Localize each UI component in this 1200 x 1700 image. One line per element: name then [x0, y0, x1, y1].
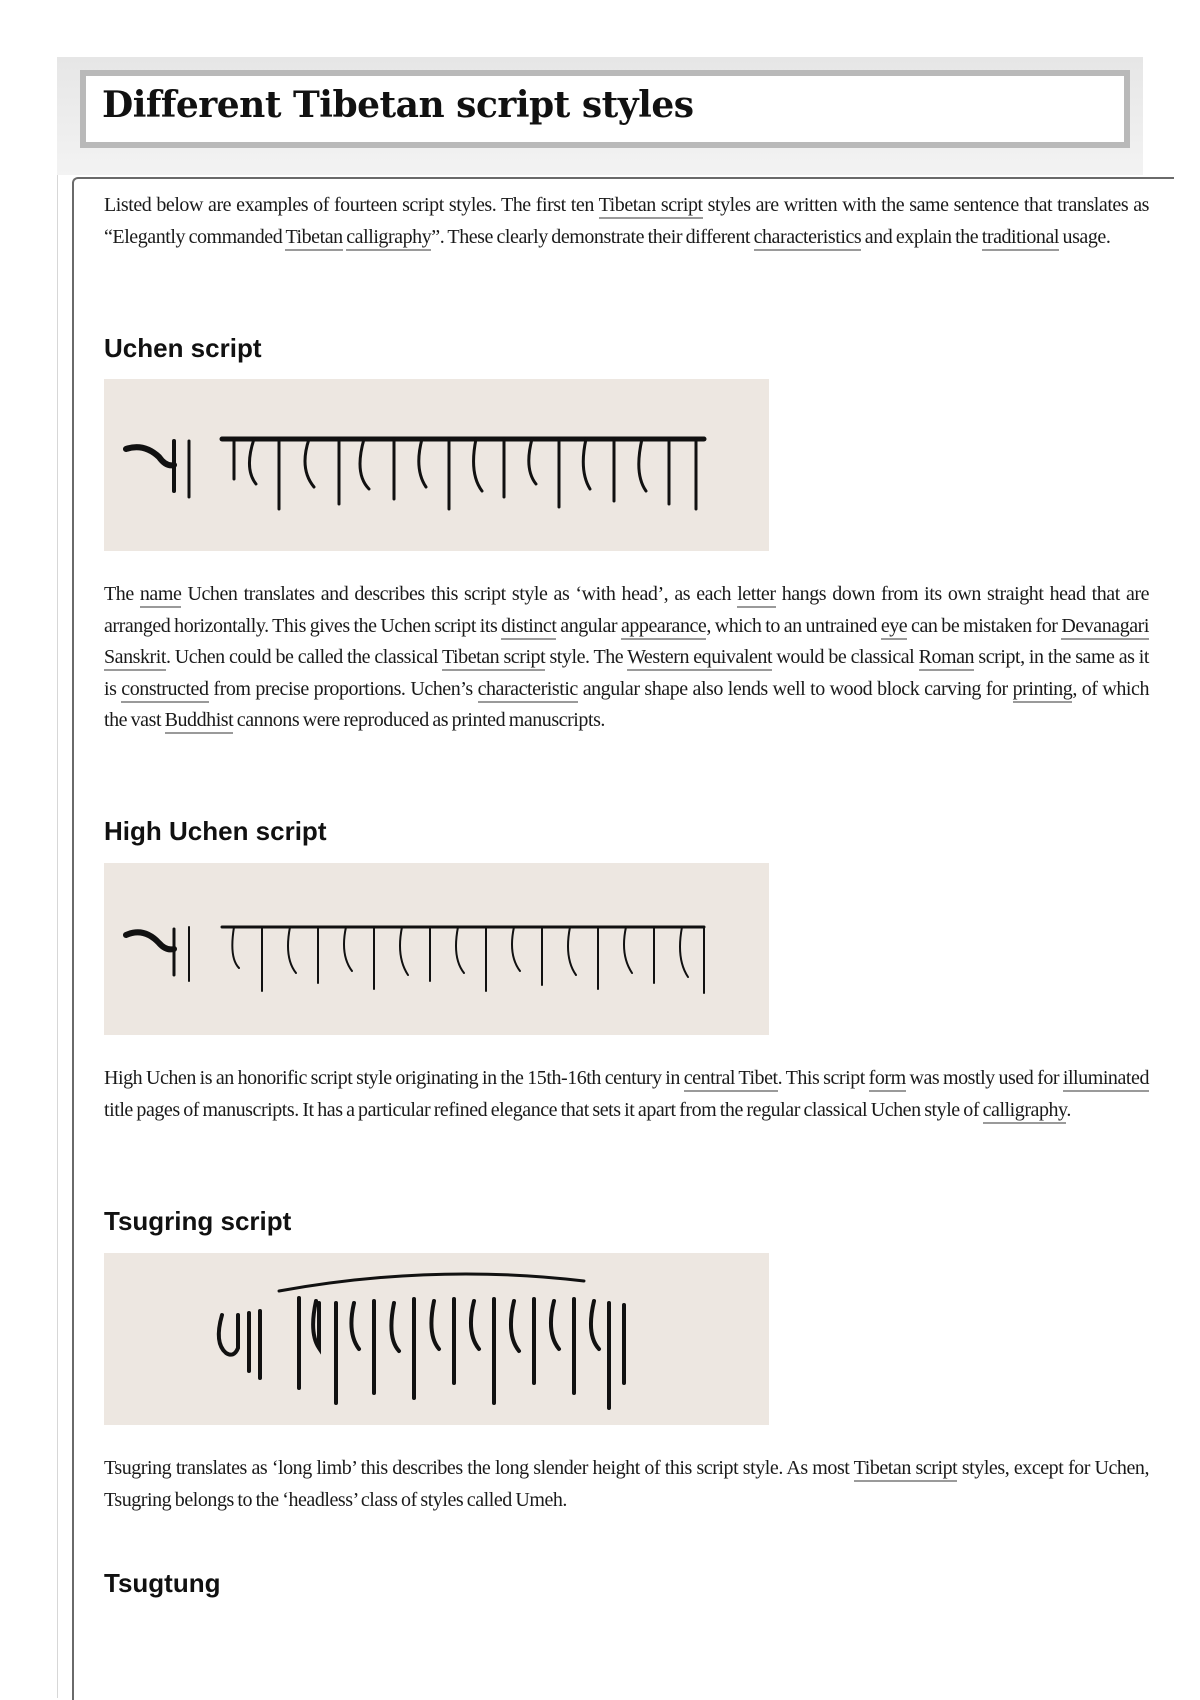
inline-link[interactable]: Sanskrit	[104, 646, 166, 671]
page-title: Different Tibetan script styles	[102, 84, 694, 126]
paragraph-text: and explain the	[861, 225, 982, 248]
paragraph-text: hangs down from its own straight head that are arranged horizontally. This gives the Uchen script its	[104, 583, 1150, 637]
inline-link[interactable]: Tibetan	[285, 226, 342, 251]
paragraph-text: styles are written with the same sentence that translates as “Elegantly commanded	[104, 194, 1150, 248]
inline-link[interactable]: form	[869, 1067, 906, 1092]
intro-paragraph	[104, 190, 1149, 253]
tsugring-paragraph	[104, 1453, 1149, 1516]
paragraph-text: angular shape also lends well to wood block carving for	[577, 677, 1013, 700]
paragraph-text: . Uchen could be called the classical	[165, 646, 442, 668]
paragraph-text: ”. These clearly demonstrate their different	[431, 225, 754, 248]
inline-link[interactable]: constructed	[121, 678, 208, 703]
paragraph-text: . This script	[777, 1067, 869, 1089]
inline-link[interactable]: eye	[881, 615, 907, 640]
inline-link[interactable]: name	[140, 583, 182, 608]
inline-link[interactable]: Tibetan script	[442, 646, 545, 671]
inline-link[interactable]: illuminated	[1063, 1067, 1149, 1092]
inline-link[interactable]: central Tibet	[684, 1067, 778, 1092]
inline-link[interactable]: calligraphy	[983, 1099, 1067, 1124]
paragraph-text: would be classical	[772, 646, 919, 668]
paragraph-text: cannons were reproduced as printed manuscripts.	[233, 709, 605, 731]
inline-link[interactable]: appearance	[621, 615, 706, 640]
paragraph-text: was mostly used for	[905, 1067, 1063, 1089]
inline-link[interactable]: characteristic	[478, 678, 578, 703]
heading-high-uchen: High Uchen script	[104, 816, 327, 846]
inline-link[interactable]: printing	[1013, 678, 1073, 703]
paragraph-text: Uchen translates and describes this script style as ‘with head’, as each	[181, 583, 738, 605]
high-uchen-paragraph	[104, 1063, 1149, 1126]
paragraph-text: script, in the same as it is	[104, 646, 1149, 700]
inline-link[interactable]: Roman	[919, 646, 975, 671]
paragraph-text: can be mistaken for	[907, 614, 1062, 637]
inline-link[interactable]: distinct	[501, 615, 556, 640]
paragraph-text: from precise proportions. Uchen’s	[208, 677, 478, 700]
paragraph-text: usage.	[1059, 225, 1111, 248]
inline-link[interactable]: letter	[737, 583, 775, 608]
paragraph-text: High Uchen is an honorific script style originating in the 15th-16th century in	[104, 1067, 684, 1089]
title-box	[80, 70, 1130, 148]
uchen-sample-image	[104, 379, 769, 551]
inline-link[interactable]: Tibetan script	[854, 1457, 958, 1482]
inline-link[interactable]: Devanagari	[1061, 615, 1149, 640]
paragraph-text: styles, except for Uchen, Tsugring belongs to the ‘headless’ class of styles called Umeh.	[104, 1457, 1150, 1511]
paragraph-text: angular	[556, 614, 621, 637]
heading-tsugring: Tsugring script	[104, 1206, 292, 1236]
paragraph-text: title pages of manuscripts. It has a particular refined elegance that sets it apart from the regular classical Uchen style of	[104, 1098, 983, 1121]
paragraph-text: Tsugring translates as ‘long limb’ this describes the long slender height of this script style. As most	[104, 1457, 854, 1479]
inline-link[interactable]: traditional	[982, 226, 1059, 251]
uchen-paragraph	[104, 579, 1149, 737]
paragraph-text: .	[1066, 1098, 1071, 1121]
paragraph-text: The	[104, 583, 140, 605]
paragraph-text: style. The	[545, 646, 628, 668]
inline-link[interactable]: Western equivalent	[627, 646, 772, 671]
inline-link[interactable]: Buddhist	[165, 709, 234, 734]
inline-link[interactable]: calligraphy	[346, 226, 431, 251]
inline-link[interactable]: Tibetan script	[599, 194, 703, 219]
tsugring-sample-image	[104, 1253, 769, 1425]
heading-uchen: Uchen script	[104, 333, 262, 363]
high-uchen-sample-image	[104, 863, 769, 1035]
paragraph-text: , which to an untrained	[706, 614, 881, 637]
paragraph-text: Listed below are examples of fourteen script styles. The first ten	[104, 194, 599, 216]
paragraph-text: , of which the vast	[104, 677, 1149, 731]
heading-tsugtung: Tsugtung	[104, 1568, 221, 1598]
inline-link[interactable]: characteristics	[754, 226, 862, 251]
